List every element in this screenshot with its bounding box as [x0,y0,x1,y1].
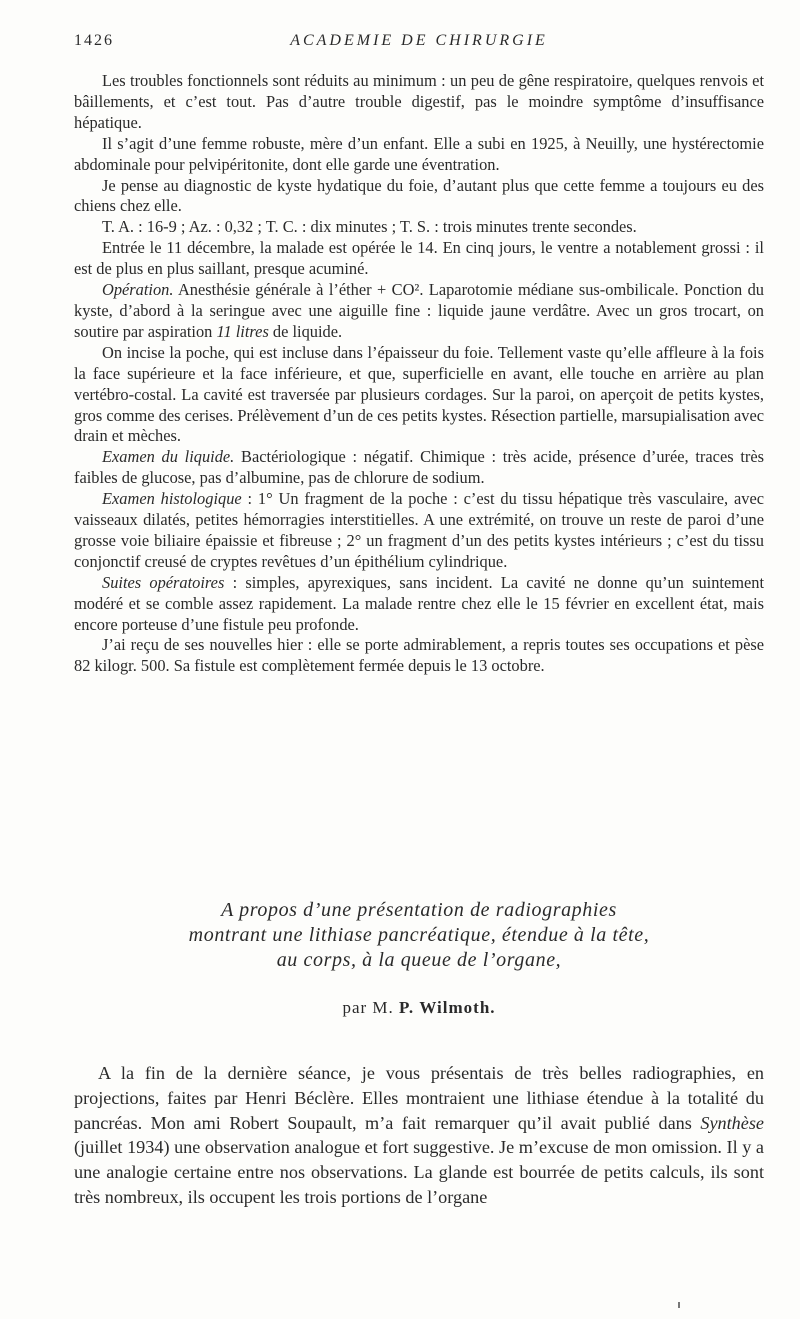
running-head [74,32,764,54]
byline-prefix: par M. [342,998,394,1017]
article-title [74,898,764,973]
operation-heading: Opération. [102,280,174,300]
article-paragraph [74,1061,764,1210]
article-body [74,1061,764,1210]
article-text-a: A la fin de la dernière séance, je vous présentais de très belles radiographies, en projections, faites par Henri Béclère. Elles montraient une lithiase étendue à la totalité du pancréas. Mon ami Robert Soupault, m’a fait remarquer qu’il avait publié dans [74,1063,764,1133]
operation-text-b: de liquide. [268,321,343,341]
article-text-b: (juillet 1934) une observation analogue et fort suggestive. Je m’excuse de mon omission. Il y a une analogie certaine entre nos observations. La glande est bourrée de petits calculs, ils sont très nombreux, ils occupent les trois portions de l’organe [74,1137,764,1207]
page-number: 1426 [74,32,114,49]
paragraph-fluid-exam [74,447,764,489]
author-initial: P. [399,998,415,1017]
article-title-line-3: au corps, à la queue de l’organe, [276,949,562,971]
paragraph-incision: On incise la poche, qui est incluse dans l’épaisseur du foie. Tellement vaste qu’elle affleure à la fois la face supérieure et la face inférieure, et que, superficielle en avant, elle touche en arrière au plan vertébro-costal. La cavité est traversée par plusieurs cordages. Sur la paroi, on aperçoit de petits kystes, gros comme des cerises. Prélèvement d’un de ces petits kystes. Résection partielle, marsupialisation avec drain et mèches. [74,342,765,446]
paragraph-diagnosis: Je pense au diagnostic de kyste hydatique du foie, d’autant plus que cette femme a toujours eu des chiens chez elle. [74,175,764,216]
paragraph-history: Il s’agit d’une femme robuste, mère d’un enfant. Elle a subi en 1925, à Neuilly, une hystérectomie abdominale pour pelvipéritonite, dont elle garde une éventration. [74,133,764,174]
paragraph-symptoms: Les troubles fonctionnels sont réduits au minimum : un peu de gêne respiratoire, quelques renvois et bâillements, et c’est tout. Pas d’autre trouble digestif, pas le moindre symptôme d’insuffisance hépatique. [74,71,764,132]
paragraph-follow-up: J’ai reçu de ses nouvelles hier : elle se porte admirablement, a repris toutes ses occupations et pèse 82 kilogr. 500. Sa fistule est complètement fermée depuis le 13 octobre. [74,635,764,676]
fluid-exam-heading: Examen du liquide. [102,447,235,467]
postop-heading: Suites opératoires [102,572,225,592]
scan-artifact [678,1302,680,1308]
journal-title: ACADEMIE DE CHIRURGIE [290,32,548,49]
paragraph-postop [74,573,764,636]
paragraph-lab-values: T. A. : 16-9 ; Az. : 0,32 ; T. C. : dix minutes ; T. S. : trois minutes trente secondes. [102,217,637,237]
paragraph-histology [74,489,764,573]
fluid-exam-text: Bactériologique : négatif. Chimique : très acide, présence d’urée, traces très faibles de glucose, pas d’albumine, pas de chlorure de sodium. [74,447,765,488]
paragraph-operation [74,280,764,343]
histology-heading: Examen histologique [102,489,242,509]
histology-text: : 1° Un fragment de la poche : c’est du tissu hépatique très vasculaire, avec vaisseaux dilatés, petites hémorragies interstitielles. A une extrémité, on trouve un reste de paroi d’une grosse voie biliaire épaissie et fibreuse ; 2° un fragment d’un des petits kystes intérieurs ; c’est du tissu conjonctif creusé de cryptes revêtues d’un épithélium cylindrique. [74,489,764,571]
author-name: Wilmoth. [419,998,496,1017]
postop-text: : simples, apyrexiques, sans incident. La cavité ne donne qu’un suintement modéré et se comble assez rapidement. La malade rentre chez elle le 15 février en excellent état, mais encore porteuse d’une fistule peu profonde. [74,572,765,634]
article-title-line-1: A propos d’une présentation de radiographies [221,899,617,921]
byline [74,998,764,1018]
operation-text-a: Anesthésie générale à l’éther + CO². Laparotomie médiane sus-ombilicale. Ponction du kyste, d’abord à la seringue avec une aiguille fine : liquide jaune verdâtre. Avec un gros trocart, on soutire par aspiration [74,280,764,341]
case-report-text [74,71,764,677]
article-title-line-2: montrant une lithiase pancréatique, étendue à la tête, [188,924,650,946]
journal-reference: Synthèse [700,1112,764,1133]
paragraph-admission: Entrée le 11 décembre, la malade est opérée le 14. En cinq jours, le ventre a notablement grossi : il est de plus en plus saillant, presque acuminé. [74,238,764,279]
fluid-volume: 11 litres [216,321,269,341]
